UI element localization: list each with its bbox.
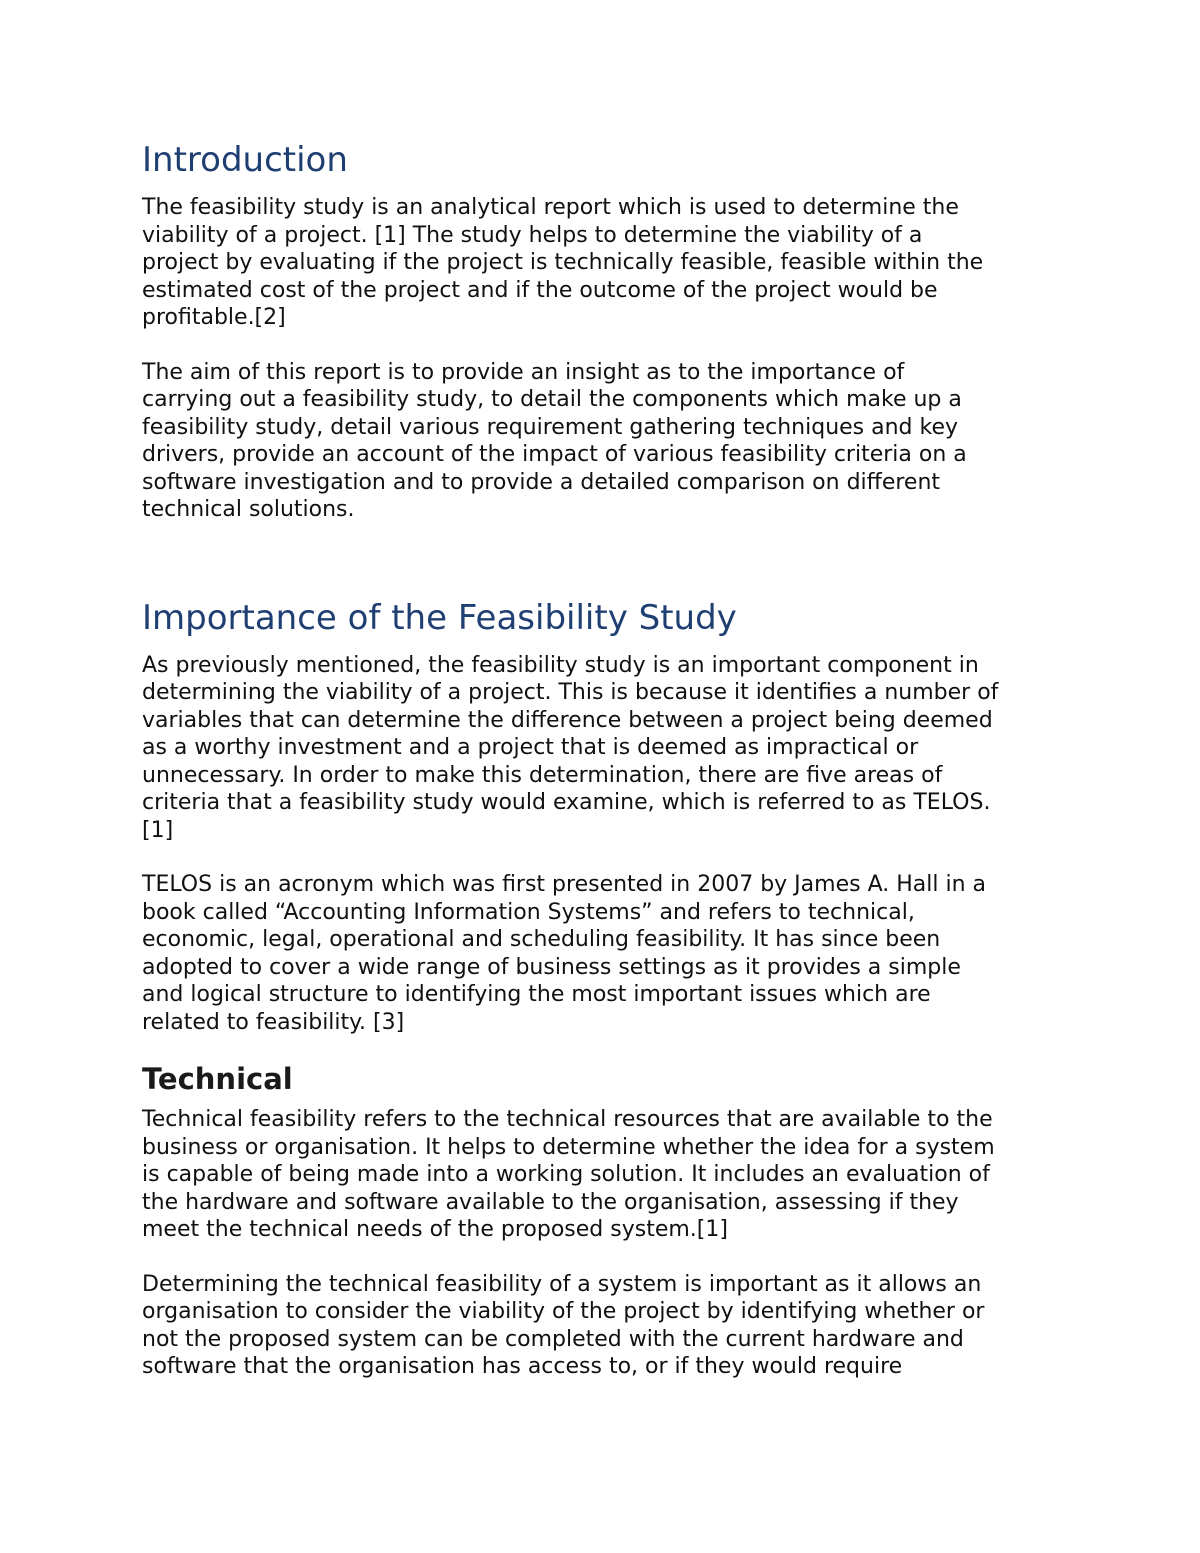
text-line: drivers, provide an account of the impact of various feasibility criteria on a [142, 442, 967, 467]
paragraph [142, 871, 1072, 1036]
text-line: determining the viability of a project. This is because it identifies a number of [142, 680, 999, 705]
text-line: software that the organisation has access to, or if they would require [142, 1354, 903, 1379]
text-line: Determining the technical feasibility of a system is important as it allows an [142, 1271, 982, 1297]
text-line: is capable of being made into a working solution. It includes an evaluation of [142, 1162, 990, 1187]
text-line: TELOS is an acronym which was first presented in 2007 by James A. Hall in a [142, 872, 986, 897]
text-line: carrying out a feasibility study, to detail the components which make up a [142, 387, 962, 412]
paragraph [142, 1106, 1072, 1244]
text-line: as a worthy investment and a project that is deemed as impractical or [142, 735, 919, 760]
text-line: technical solutions. [142, 497, 355, 522]
text-line: software investigation and to provide a detailed comparison on different [142, 469, 941, 495]
text-line: profitable.[2] [142, 305, 286, 330]
text-line: and logical structure to identifying the most important issues which are [142, 982, 931, 1007]
text-line: book called “Accounting Information Systems” and refers to technical, [142, 899, 915, 925]
text-line: economic, legal, operational and scheduling feasibility. It has since been [142, 927, 941, 952]
heading-technical: Technical [142, 1062, 293, 1096]
text-line: The feasibility study is an analytical report which is used to determine the [142, 195, 959, 220]
text-line: criteria that a feasibility study would examine, which is referred to as TELOS. [142, 790, 991, 815]
paragraph [142, 194, 1072, 332]
text-line: variables that can determine the difference between a project being deemed [142, 707, 993, 733]
text-line: adopted to cover a wide range of business settings as it provides a simple [142, 954, 961, 980]
paragraph [142, 359, 1072, 524]
text-line: related to feasibility. [3] [142, 1009, 405, 1035]
heading-importance-of-feasibility-study: Importance of the Feasibility Study [142, 597, 737, 638]
text-line: business or organisation. It helps to determine whether the idea for a system [142, 1134, 995, 1160]
text-line: viability of a project. [1] The study helps to determine the viability of a [142, 222, 923, 248]
text-line: [1] [142, 817, 174, 843]
text-line: feasibility study, detail various requirement gathering techniques and key [142, 414, 959, 440]
text-line: the hardware and software available to the organisation, assessing if they [142, 1189, 959, 1215]
text-line: project by evaluating if the project is technically feasible, feasible within the [142, 250, 984, 275]
text-line: Technical feasibility refers to the technical resources that are available to the [142, 1107, 993, 1132]
text-line: meet the technical needs of the proposed system.[1] [142, 1217, 728, 1242]
text-line: not the proposed system can be completed with the current hardware and [142, 1326, 964, 1352]
text-line: organisation to consider the viability of the project by identifying whether or [142, 1299, 985, 1324]
text-line: The aim of this report is to provide an insight as to the importance of [142, 359, 905, 385]
paragraph [142, 652, 1072, 845]
document-page [142, 138, 1072, 1381]
text-line: unnecessary. In order to make this determination, there are five areas of [142, 762, 943, 788]
text-line: As previously mentioned, the feasibility study is an important component in [142, 652, 979, 678]
paragraph [142, 1271, 1072, 1381]
heading-introduction: Introduction [142, 140, 348, 180]
text-line: estimated cost of the project and if the outcome of the project would be [142, 277, 938, 303]
